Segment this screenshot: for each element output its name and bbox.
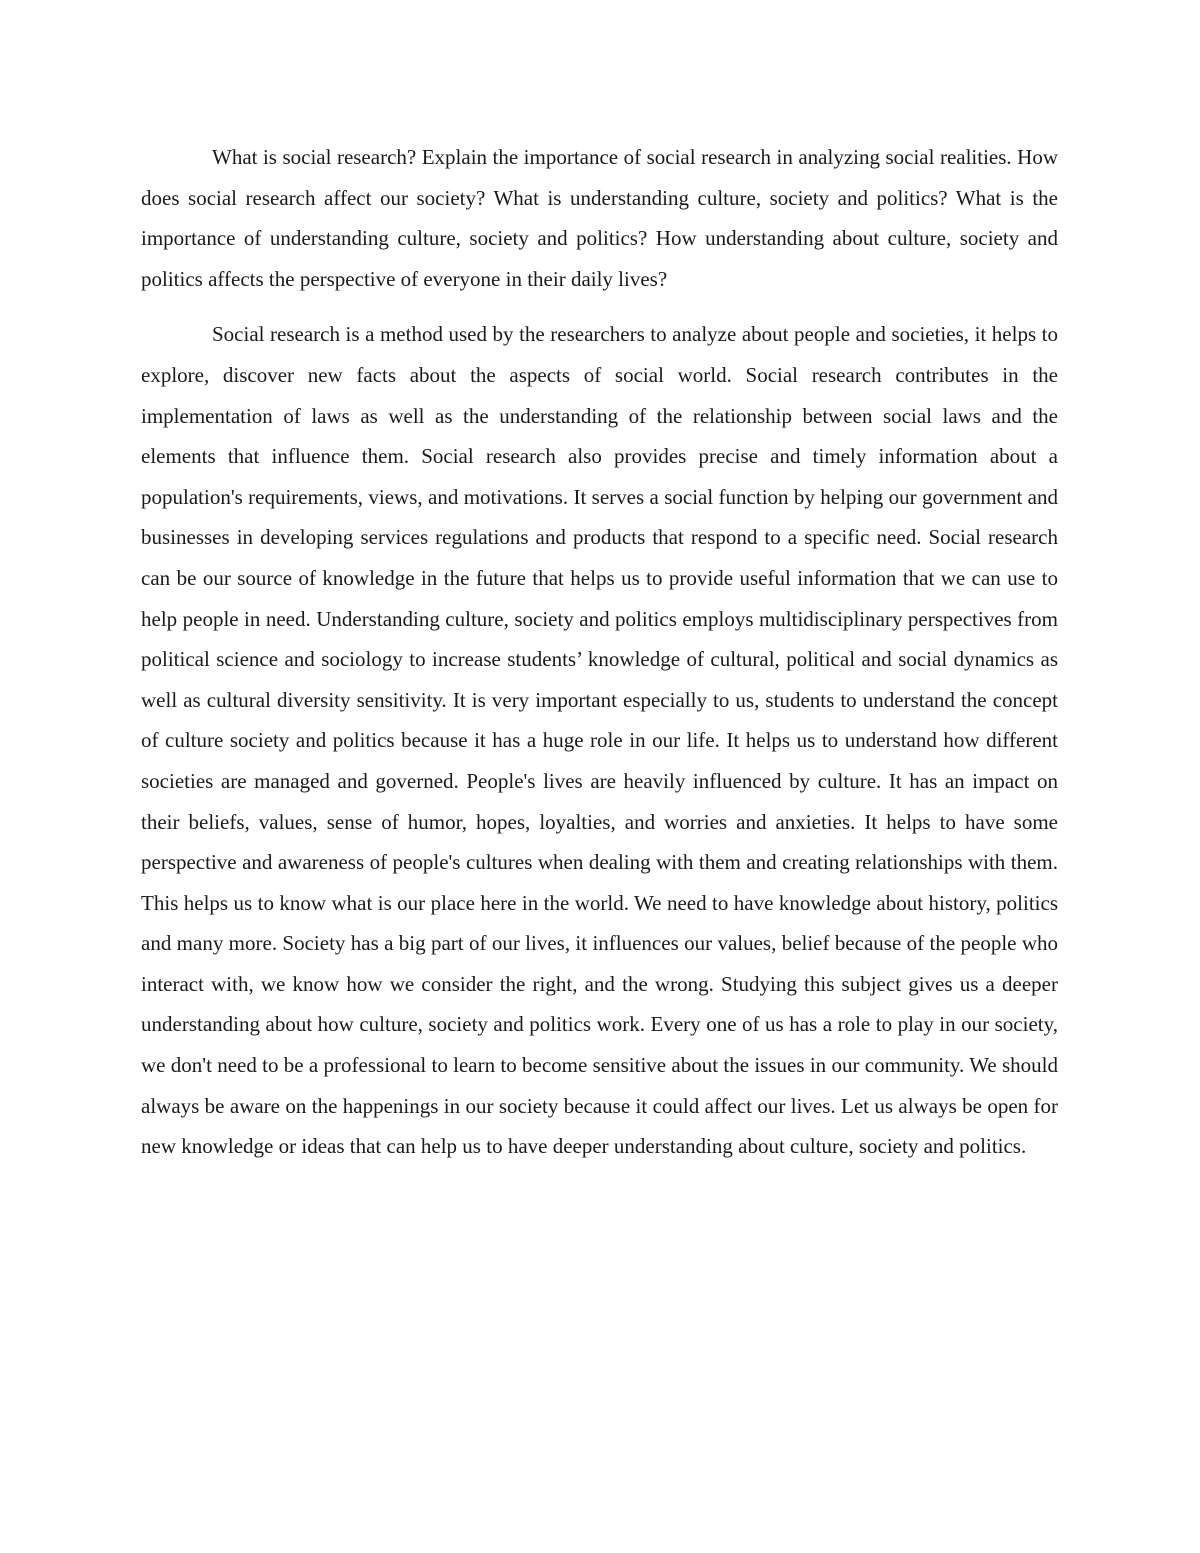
question-paragraph: What is social research? Explain the importance of social research in analyzing social realities. How does social research affect our society? What is understanding culture, society and politics? What is the importance of understanding culture, society and politics? How understanding about culture, society and politics affects the perspective of everyone in their daily lives? — [141, 145, 1058, 291]
answer-paragraph: Social research is a method used by the researchers to analyze about people and societies, it helps to explore, discover new facts about the aspects of social world. Social research contributes in the implementation of laws as well as the understanding of the relationship between social laws and the elements that influence them. Social research also provides precise and timely information about a population's requirements, views, and motivations. It serves a social function by helping our government and businesses in developing services regulations and products that respond to a specific need. Social research can be our source of knowledge in the future that helps us to provide useful information that we can use to help people in need. Understanding culture, society and politics employs multidisciplinary perspectives from political science and sociology to increase students’ knowledge of cultural, political and social dynamics as well as cultural diversity sensitivity. It is very important especially to us, students to understand the concept of culture society and politics because it has a huge role in our life. It helps us to understand how different societies are managed and governed. People's lives are heavily influenced by culture. It has an impact on their beliefs, values, sense of humor, hopes, loyalties, and worries and anxieties. It helps to have some perspective and awareness of people's cultures when dealing with them and creating relationships with them. This helps us to know what is our place here in the world. We need to have knowledge about history, politics and many more. Society has a big part of our lives, it influences our values, belief because of the people who interact with, we know how we consider the right, and the wrong. Studying this subject gives us a deeper understanding about how culture, society and politics work. Every one of us has a role to play in our society, we don't need to be a professional to learn to become sensitive about the issues in our community. We should always be aware on the happenings in our society because it could affect our lives. Let us always be open for new knowledge or ideas that can help us to have deeper understanding about culture, society and politics. — [141, 322, 1058, 1159]
document-body — [141, 137, 1058, 1167]
